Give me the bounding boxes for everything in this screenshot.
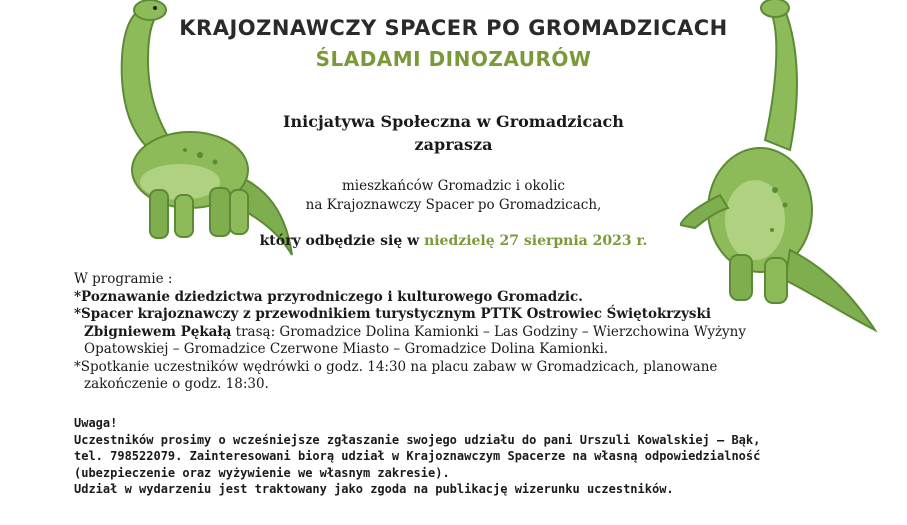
- notice-line-4: Udział w wydarzeniu jest traktowany jako zgoda na publikację wizerunku uczestników.: [74, 482, 674, 496]
- event-date-line: [0, 233, 907, 249]
- invite-line-2: na Krajoznawczy Spacer po Gromadzicach,: [305, 197, 602, 213]
- organizer-block: [0, 110, 907, 156]
- invite-line-1: mieszkańców Gromadzic i okolic: [342, 178, 565, 194]
- route-text: trasą: Gromadzice Dolina Kamionki – Las Godziny – Wierzchowina Wyżyny: [231, 323, 747, 340]
- guide-name: Zbigniewem Pękałą: [84, 323, 232, 340]
- invite-block: [0, 177, 907, 215]
- program-item-3-line-2: zakończenie o godz. 18:30.: [84, 376, 269, 392]
- notice-heading: Uwaga!: [74, 416, 118, 430]
- organizer-name: Inicjatywa Społeczna w Gromadzicach: [283, 112, 624, 131]
- program-item-2-line-1: *Spacer krajoznawczy z przewodnikiem turystycznym PTTK Ostrowiec Świętokrzyski: [74, 306, 712, 322]
- notice-line-1: Uczestników prosimy o wcześniejsze zgłaszanie swojego udziału do pani Urszuli Kowalskiej – Bąk,: [74, 432, 761, 447]
- program-heading: W programie :: [74, 271, 173, 287]
- page-title: KRAJOZNAWCZY SPACER PO GROMADZICACH: [179, 16, 728, 40]
- notice-line-3: (ubezpieczenie oraz wyżywienie we własnym zakresie).: [74, 465, 450, 480]
- event-date-prefix: który odbędzie się w: [259, 233, 425, 249]
- page-subtitle: ŚLADAMI DINOZAURÓW: [315, 47, 592, 71]
- event-date: niedzielę 27 sierpnia 2023 r.: [424, 233, 648, 249]
- program-section: [74, 271, 794, 394]
- program-item-1: *Poznawanie dziedzictwa przyrodniczego i kulturowego Gromadzic.: [74, 288, 583, 305]
- program-item-2-line-2: [74, 324, 794, 342]
- notice-section: [74, 415, 834, 498]
- program-item-3-line-1: *Spotkanie uczestników wędrówki o godz. 14:30 na placu zabaw w Gromadzicach, planowane: [74, 358, 718, 375]
- organizer-invites: zaprasza: [414, 135, 493, 154]
- program-item-2-line-3: Opatowskiej – Gromadzice Czerwone Miasto – Gromadzice Dolina Kamionki.: [84, 341, 609, 357]
- notice-line-2: tel. 798522079. Zainteresowani biorą udział w Krajoznawczym Spacerze na własną odpowiedzialność: [74, 449, 761, 463]
